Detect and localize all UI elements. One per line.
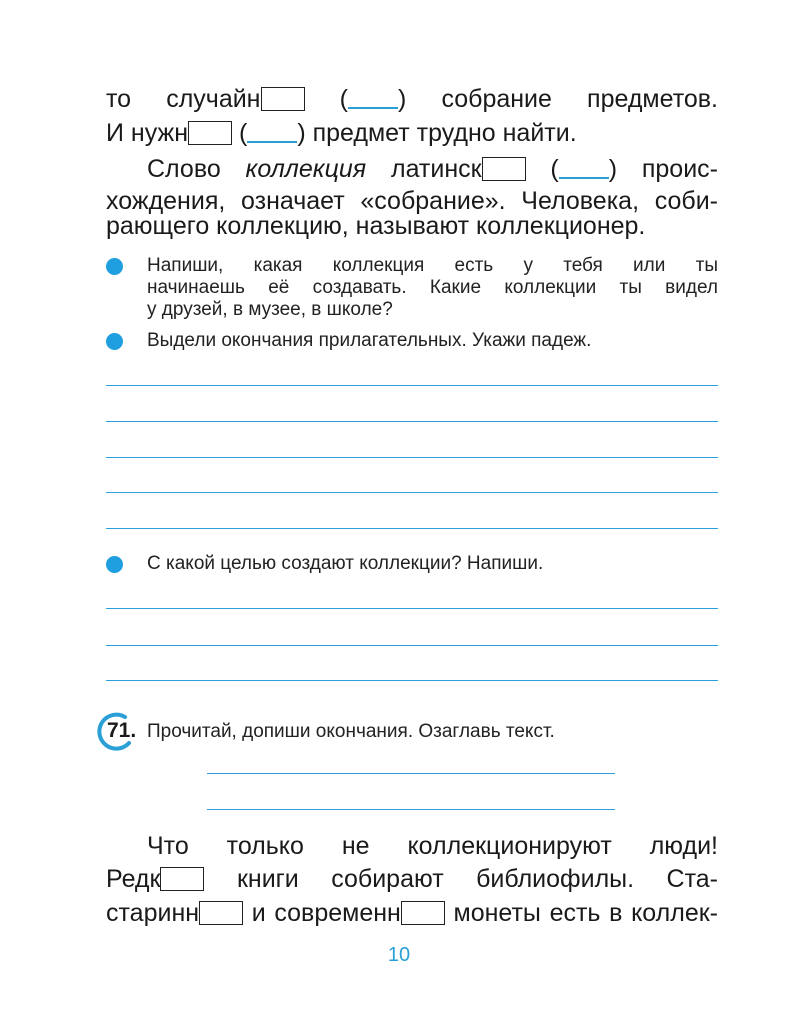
task-text: начинаешь её создавать. Какие коллекции ты видел bbox=[147, 277, 718, 298]
text-line: хождения, означает «собрание». Человека, соби- bbox=[106, 187, 718, 215]
text-line bbox=[106, 862, 718, 896]
text-line bbox=[106, 116, 577, 150]
text-fragment: И нужн bbox=[106, 119, 189, 147]
italic-word: коллекция bbox=[245, 155, 367, 183]
ending-box[interactable] bbox=[188, 121, 232, 145]
task-bullet bbox=[106, 258, 123, 275]
exercise-instruction: Прочитай, допиши окончания. Озаглавь текст. bbox=[147, 721, 555, 742]
text-fragment: старинн bbox=[106, 899, 200, 927]
text-fragment: собрание предметов. bbox=[441, 85, 718, 113]
text-line: Что только не коллекционируют люди! bbox=[147, 832, 718, 860]
writing-line[interactable] bbox=[106, 492, 718, 493]
title-line[interactable] bbox=[207, 809, 615, 810]
ending-box[interactable] bbox=[401, 901, 445, 925]
writing-line[interactable] bbox=[106, 421, 718, 422]
paren: ) bbox=[297, 119, 306, 147]
text-line bbox=[147, 152, 718, 186]
text-fragment: книги собирают библиофилы. Ста- bbox=[236, 865, 719, 893]
ending-box[interactable] bbox=[261, 87, 305, 111]
task-bullet bbox=[106, 556, 123, 573]
task-text: Выдели окончания прилагательных. Укажи падеж. bbox=[147, 330, 592, 351]
writing-line[interactable] bbox=[106, 645, 718, 646]
paren: ( bbox=[550, 155, 559, 183]
case-blank[interactable] bbox=[247, 123, 297, 143]
text-fragment: Редк bbox=[106, 865, 161, 893]
writing-line[interactable] bbox=[106, 680, 718, 681]
paren: ( bbox=[238, 119, 248, 147]
text-fragment: то случайн bbox=[106, 85, 261, 113]
task-bullet bbox=[106, 333, 123, 350]
title-line[interactable] bbox=[207, 773, 615, 774]
text-line: рающего коллекцию, называют коллекционер. bbox=[106, 212, 646, 240]
ending-box[interactable] bbox=[199, 901, 243, 925]
paren: ) bbox=[608, 155, 618, 183]
writing-line[interactable] bbox=[106, 528, 718, 529]
page-number: 10 bbox=[387, 944, 411, 966]
ending-box[interactable] bbox=[160, 867, 204, 891]
text-fragment: проис- bbox=[641, 155, 718, 183]
text-fragment: монеты есть в коллек- bbox=[453, 899, 718, 927]
text-fragment: Слово bbox=[147, 155, 246, 183]
text-fragment: и современн bbox=[251, 899, 401, 927]
text-line bbox=[106, 896, 718, 930]
writing-line[interactable] bbox=[106, 608, 718, 609]
case-blank[interactable] bbox=[559, 159, 609, 179]
task-text: у друзей, в музее, в школе? bbox=[147, 299, 393, 320]
case-blank[interactable] bbox=[348, 89, 398, 109]
exercise-number: 71. bbox=[107, 719, 137, 742]
paren: ( bbox=[339, 85, 348, 113]
text-fragment: латинск bbox=[366, 155, 482, 183]
text-line bbox=[106, 82, 718, 116]
writing-line[interactable] bbox=[106, 385, 718, 386]
paren: ) bbox=[397, 85, 407, 113]
ending-box[interactable] bbox=[482, 157, 526, 181]
task-text: Напиши, какая коллекция есть у тебя или ты bbox=[147, 255, 718, 276]
text-fragment: предмет трудно найти. bbox=[312, 119, 577, 147]
task-text: С какой целью создают коллекции? Напиши. bbox=[147, 553, 544, 574]
writing-line[interactable] bbox=[106, 457, 718, 458]
